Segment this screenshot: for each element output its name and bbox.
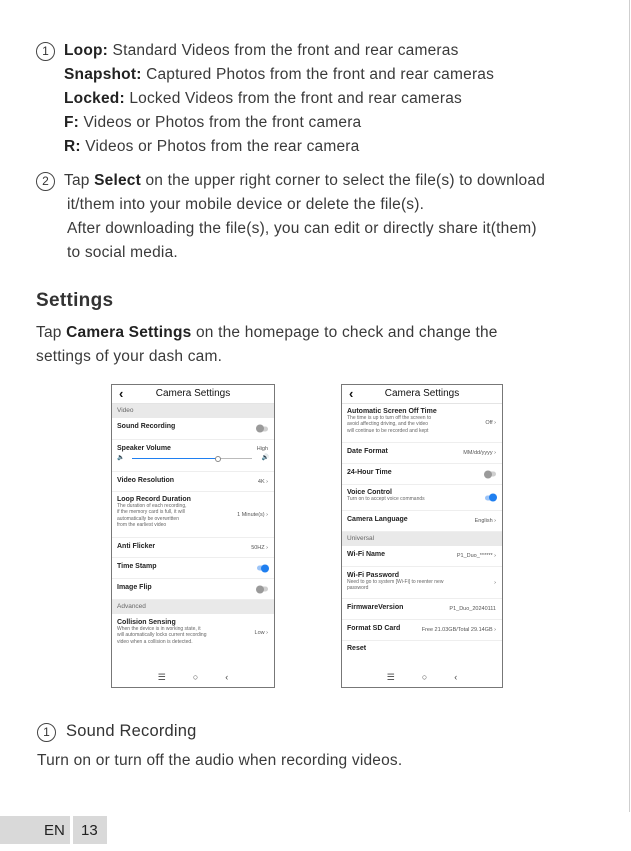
legend-label: Snapshot: (64, 66, 142, 83)
setting-label: Sound Recording (117, 423, 176, 430)
setting-label: Reset (347, 645, 367, 652)
setting-label: Voice Control (347, 489, 392, 496)
setting-value: Off › (485, 420, 496, 426)
select-line-4: to social media. (67, 244, 178, 261)
setting-label: Date Format (347, 448, 388, 455)
setting-value: Free 21.03GB/Total 29.14GB › (421, 627, 496, 633)
setting-wifi-password[interactable] (342, 567, 502, 599)
step-marker-1: 1 (36, 42, 55, 61)
setting-firmware-version (342, 599, 502, 620)
text-part: Tap (64, 172, 95, 189)
setting-value: P1_Duo_20240111 (449, 606, 496, 612)
settings-heading: Settings (36, 290, 114, 311)
setting-label: Wi-Fi Password (347, 572, 400, 579)
setting-label: Format SD Card (347, 625, 401, 632)
page-number-box (73, 816, 107, 844)
back-icon[interactable]: ‹ (349, 386, 354, 401)
setting-wifi-name[interactable] (342, 546, 502, 567)
legend-text: Locked Videos from the front and rear cameras (124, 90, 462, 107)
section-universal: Universal (342, 532, 502, 546)
setting-label: Video Resolution (117, 477, 175, 484)
setting-label: FirmwareVersion (347, 604, 404, 611)
home-icon[interactable]: ○ (421, 672, 428, 682)
setting-auto-screen-off[interactable] (342, 404, 502, 443)
legend-text: Videos or Photos from the rear camera (80, 138, 360, 155)
setting-24-hour[interactable] (342, 464, 502, 485)
setting-label: Time Stamp (117, 563, 157, 570)
legend-text: Standard Videos from the front and rear cameras (108, 42, 459, 59)
setting-collision-sensing[interactable] (112, 614, 274, 652)
setting-desc: will automatically locks current recording (117, 632, 207, 639)
setting-format-sd[interactable] (342, 620, 502, 641)
setting-value: 50HZ › (251, 544, 268, 551)
setting-label: Camera Language (347, 516, 408, 523)
setting-label: Speaker Volume (117, 445, 171, 452)
setting-label: 24-Hour Time (347, 469, 392, 476)
phone-screenshot-universal (341, 384, 503, 688)
setting-desc: Turn on to accept voice commands (347, 496, 425, 502)
setting-loop-duration[interactable] (112, 492, 274, 538)
setting-anti-flicker[interactable] (112, 538, 274, 558)
select-line-3: After downloading the file(s), you can edit or directly share it(them) (67, 220, 537, 237)
menu-icon[interactable]: ☰ (157, 672, 166, 682)
setting-camera-language[interactable] (342, 511, 502, 532)
language-tab (0, 816, 70, 844)
time-stamp-toggle[interactable] (257, 566, 268, 571)
back-icon[interactable]: ‹ (119, 386, 124, 401)
sound-recording-heading: Sound Recording (66, 722, 197, 740)
legend-label: Loop: (64, 42, 109, 59)
setting-desc: The duration of each recording, (117, 503, 187, 509)
volume-knob[interactable] (215, 456, 221, 462)
setting-label: Image Flip (117, 584, 152, 591)
setting-desc: automatically be overwritten (117, 515, 179, 522)
voice-control-toggle[interactable] (485, 495, 496, 500)
text-part: on the upper right corner to select the file(s) to download (140, 172, 546, 189)
image-flip-toggle[interactable] (257, 587, 268, 592)
setting-value: › (494, 579, 496, 586)
setting-label: Wi-Fi Name (347, 551, 386, 558)
legend-label: Locked: (64, 90, 125, 107)
step-marker-2: 2 (36, 172, 55, 191)
setting-date-format[interactable] (342, 443, 502, 464)
setting-speaker-volume[interactable] (112, 440, 274, 472)
setting-value: 1 Minute(s) › (237, 511, 268, 518)
setting-label: Collision Sensing (117, 619, 176, 626)
volume-slider[interactable] (117, 454, 269, 462)
volume-track (132, 458, 252, 459)
setting-desc: password (347, 585, 369, 592)
back-nav-icon[interactable]: ‹ (454, 672, 458, 682)
setting-desc: will continue to be recorded and kept (347, 427, 429, 434)
phone-title: Camera Settings (155, 388, 231, 399)
volume-fill (132, 458, 218, 459)
text-part: on the homepage to check and change the (191, 324, 498, 341)
setting-value: 4K › (257, 478, 268, 485)
android-nav-bar (342, 672, 502, 683)
android-nav-bar (112, 672, 274, 683)
page-number: 13 (81, 822, 98, 839)
legend-label: R: (64, 138, 81, 155)
setting-voice-control[interactable] (342, 485, 502, 511)
setting-time-stamp[interactable] (112, 558, 274, 579)
setting-value: High (256, 446, 268, 452)
legend-label: F: (64, 114, 80, 131)
legend-text: Captured Photos from the front and rear cameras (141, 66, 495, 83)
phone-title: Camera Settings (384, 388, 460, 399)
setting-desc: avoid affecting driving, and the video (347, 421, 429, 428)
setting-value: English › (474, 518, 496, 524)
setting-label: Automatic Screen Off Time (347, 408, 437, 415)
phone-screenshot-video (111, 384, 275, 688)
legend-rear (64, 138, 359, 156)
camera-settings-keyword: Camera Settings (66, 324, 192, 341)
page-edge (629, 0, 630, 812)
setting-desc: video when a collision is detected. (117, 638, 193, 645)
select-line-2: it/them into your mobile device or delete the file(s). (67, 196, 425, 213)
setting-value: MM/dd/yyyy › (463, 450, 496, 456)
volume-low-icon: 🔈 (117, 455, 125, 461)
setting-desc: When the device is in working state, it (117, 626, 201, 632)
hour24-toggle[interactable] (485, 472, 496, 477)
section-advanced: Advanced (112, 600, 274, 614)
setting-video-resolution[interactable] (112, 472, 274, 492)
volume-high-icon: 🔊 (261, 455, 269, 461)
setting-desc: Need to go to system [Wi-Fi] to reenter new (347, 579, 444, 585)
legend-loop (64, 42, 459, 60)
back-nav-icon[interactable]: ‹ (225, 672, 229, 682)
setting-label: Loop Record Duration (117, 496, 191, 503)
section-video: Video (112, 404, 274, 418)
setting-value: P1_Duo_****** › (456, 553, 496, 559)
select-keyword: Select (94, 172, 141, 189)
legend-front (64, 114, 361, 132)
legend-text: Videos or Photos from the front camera (79, 114, 362, 131)
step-marker-sound: 1 (37, 723, 56, 742)
setting-reset[interactable] (342, 641, 502, 659)
select-instruction (64, 172, 545, 190)
menu-icon[interactable]: ☰ (386, 672, 395, 682)
legend-snapshot (64, 66, 494, 84)
language-label: EN (44, 822, 65, 839)
setting-value: Low › (254, 630, 268, 636)
sound-recording-text: Turn on or turn off the audio when recording videos. (37, 752, 403, 769)
setting-sound-recording[interactable] (112, 418, 274, 440)
home-icon[interactable]: ○ (192, 672, 199, 682)
sound-recording-toggle[interactable] (257, 426, 268, 431)
settings-paragraph-2: settings of your dash cam. (36, 348, 223, 365)
setting-desc: if the memory card is full, it will (117, 509, 185, 516)
setting-desc: from the earliest video (117, 521, 167, 528)
setting-desc: The time is up to turn off the screen to (347, 415, 432, 421)
phone-header (342, 385, 502, 404)
phone-header (112, 385, 274, 404)
setting-label: Anti Flicker (117, 543, 156, 550)
legend-locked (64, 90, 462, 108)
settings-paragraph (36, 324, 498, 342)
setting-image-flip[interactable] (112, 579, 274, 600)
text-part: Tap (36, 324, 67, 341)
